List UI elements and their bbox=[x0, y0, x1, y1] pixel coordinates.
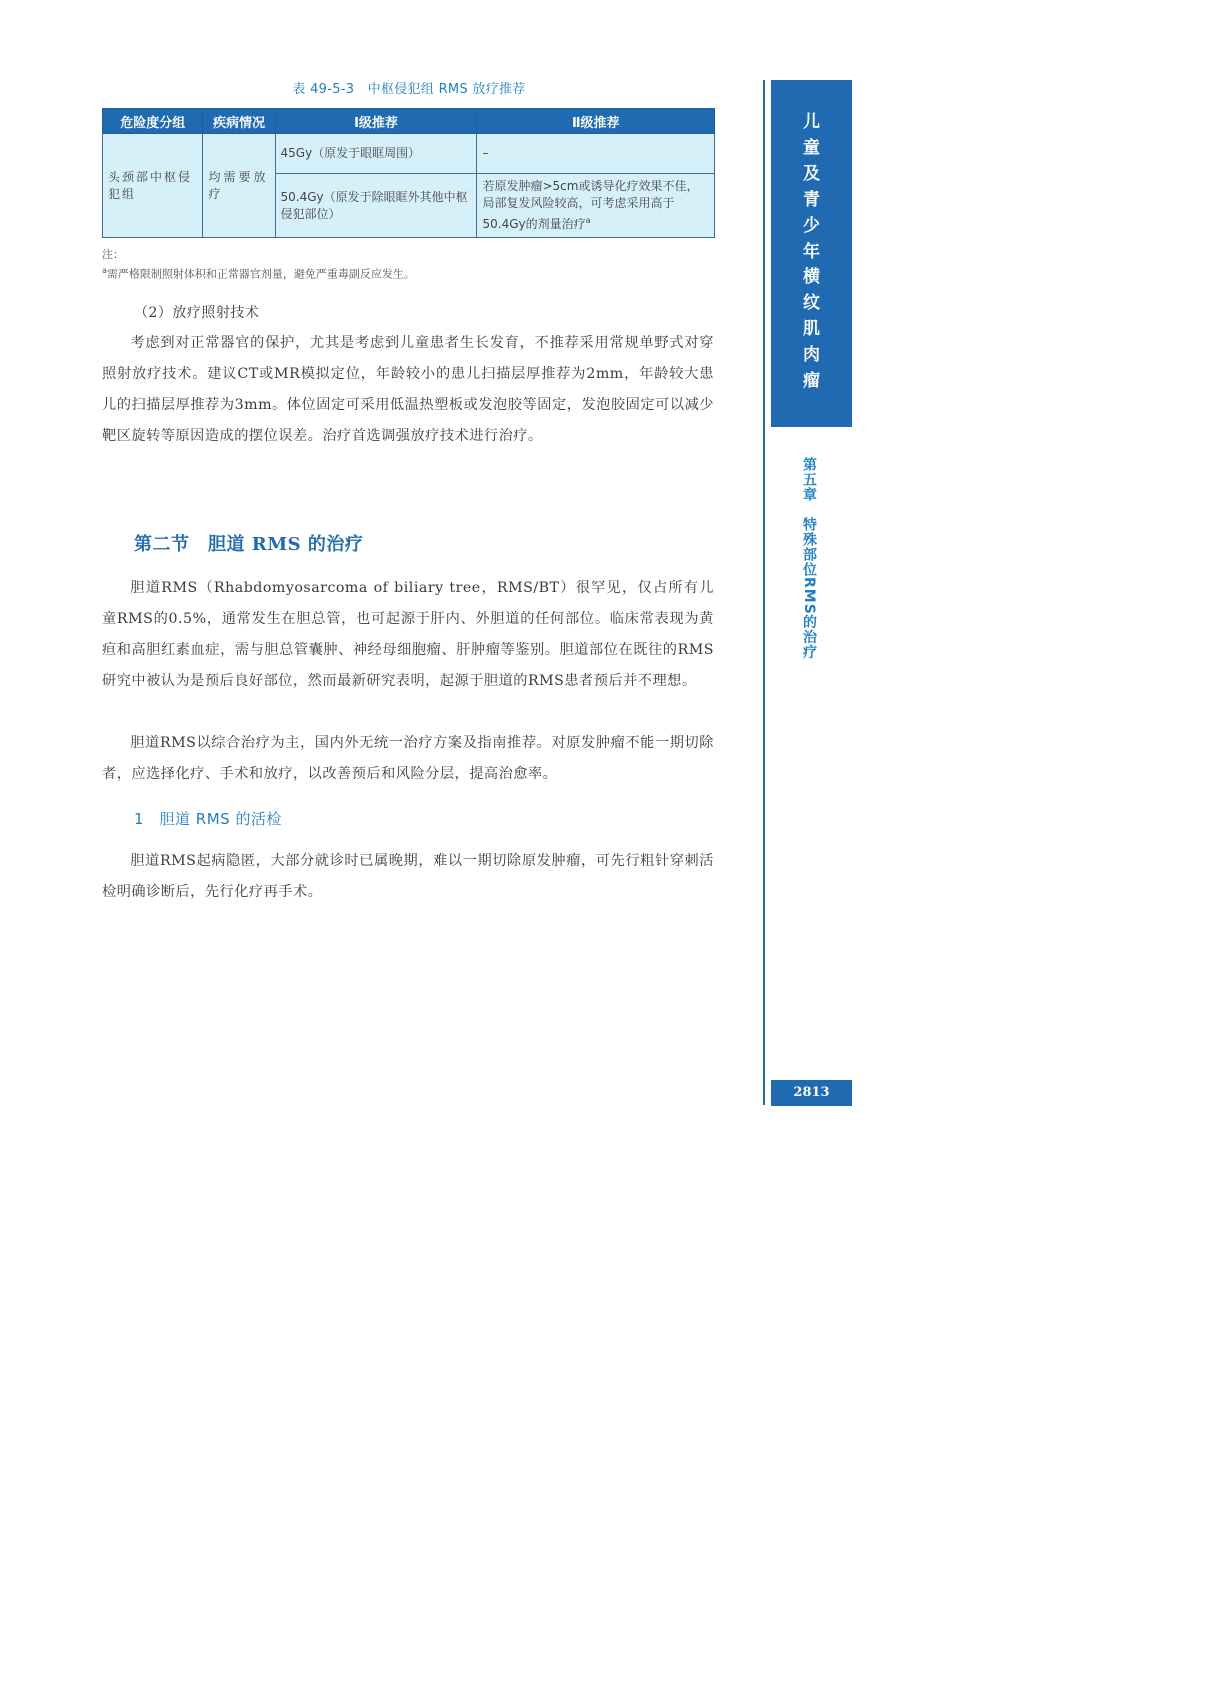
subsection-title: 1 胆道 RMS 的活检 bbox=[134, 810, 282, 828]
page-number: 2813 bbox=[771, 1080, 852, 1106]
section-title: 第二节 胆道 RMS 的治疗 bbox=[134, 534, 364, 555]
book-title-band bbox=[771, 80, 852, 427]
table-note-text: 需严格限制照射体积和正常器官剂量，避免严重毒副反应发生。 bbox=[106, 267, 415, 281]
book-title-char: 肉 bbox=[803, 345, 820, 366]
book-title-char: 少 bbox=[803, 215, 820, 236]
book-title-char: 年 bbox=[803, 241, 820, 262]
section-paragraph-1: 胆道RMS（Rhabdomyosarcoma of biliary tree，RMS/BT）很罕见，仅占所有儿童RMS的0.5%，通常发生在胆总管，也可起源于肝内、外胆道的任何部位。临床常表现为黄疸和高胆红素血症，需与胆总管囊肿、神经母细胞瘤、肝肿瘤等鉴别。胆道部位在既往的RMS研究中被认为是预后良好部位，然而最新研究表明，起源于胆道的RMS患者预后并不理想。 bbox=[102, 580, 714, 689]
table-caption: 表 49-5-3 中枢侵犯组 RMS 放疗推荐 bbox=[292, 82, 526, 97]
book-title-char: 横 bbox=[803, 267, 820, 288]
subsection-paragraph: 胆道RMS起病隐匿，大部分就诊时已属晚期，难以一期切除原发肿瘤，可先行粗针穿刺活检明确诊断后，先行化疗再手术。 bbox=[102, 853, 714, 900]
footnote-mark: a bbox=[585, 216, 591, 225]
chapter-label: 第五章 特殊部位RMS的治疗 bbox=[801, 457, 817, 660]
table-header-row bbox=[103, 109, 715, 134]
header-risk-group: 危险度分组 bbox=[103, 109, 203, 134]
book-title-char: 瘤 bbox=[803, 371, 820, 392]
table-row bbox=[103, 134, 715, 174]
table-note bbox=[102, 263, 722, 282]
cell-level1-b: 50.4Gy（原发于除眼眶外其他中枢侵犯部位） bbox=[275, 174, 477, 238]
cell-level2-b-text: 若原发肿瘤>5cm或诱导化疗效果不佳，局部复发风险较高，可考虑采用高于50.4Gy的剂量治疗 bbox=[482, 179, 699, 231]
radiotherapy-paragraph: 考虑到对正常器官的保护，尤其是考虑到儿童患者生长发育，不推荐采用常规单野式对穿照射放疗技术。建议CT或MR模拟定位，年龄较小的患儿扫描层厚推荐为2mm，年龄较大患儿的扫描层厚推荐为3mm。体位固定可采用低温热塑板或发泡胶等固定，发泡胶固定可以减少靶区旋转等原因造成的摆位误差。治疗首选调强放疗技术进行治疗。 bbox=[102, 335, 714, 444]
book-title-char: 青 bbox=[803, 189, 820, 210]
cell-level2-b bbox=[477, 174, 715, 238]
radiotherapy-subheading: （2）放疗照射技术 bbox=[134, 305, 260, 321]
note-mark: a bbox=[102, 266, 107, 275]
header-level-1: Ⅰ级推荐 bbox=[275, 109, 477, 134]
radiotherapy-recommendation-table bbox=[102, 108, 715, 238]
cell-level1-a: 45Gy（原发于眼眶周围） bbox=[275, 134, 477, 174]
header-level-2: Ⅱ级推荐 bbox=[477, 109, 715, 134]
section-paragraph-2: 胆道RMS以综合治疗为主，国内外无统一治疗方案及指南推荐。对原发肿瘤不能一期切除者，应选择化疗、手术和放疗，以改善预后和风险分层，提高治愈率。 bbox=[102, 735, 714, 782]
book-title bbox=[771, 110, 852, 395]
book-title-char: 肌 bbox=[803, 319, 820, 340]
cell-condition: 均需要放疗 bbox=[203, 134, 275, 238]
book-title-char: 童 bbox=[803, 137, 820, 158]
cell-level2-a: – bbox=[477, 134, 715, 174]
book-title-char: 及 bbox=[803, 163, 820, 184]
margin-rule bbox=[763, 80, 765, 1105]
book-title-char: 儿 bbox=[803, 112, 820, 132]
cell-risk-group: 头颈部中枢侵犯组 bbox=[103, 134, 203, 238]
table-note-label: 注： bbox=[102, 248, 124, 261]
book-title-char: 纹 bbox=[803, 293, 820, 314]
header-condition: 疾病情况 bbox=[203, 109, 275, 134]
